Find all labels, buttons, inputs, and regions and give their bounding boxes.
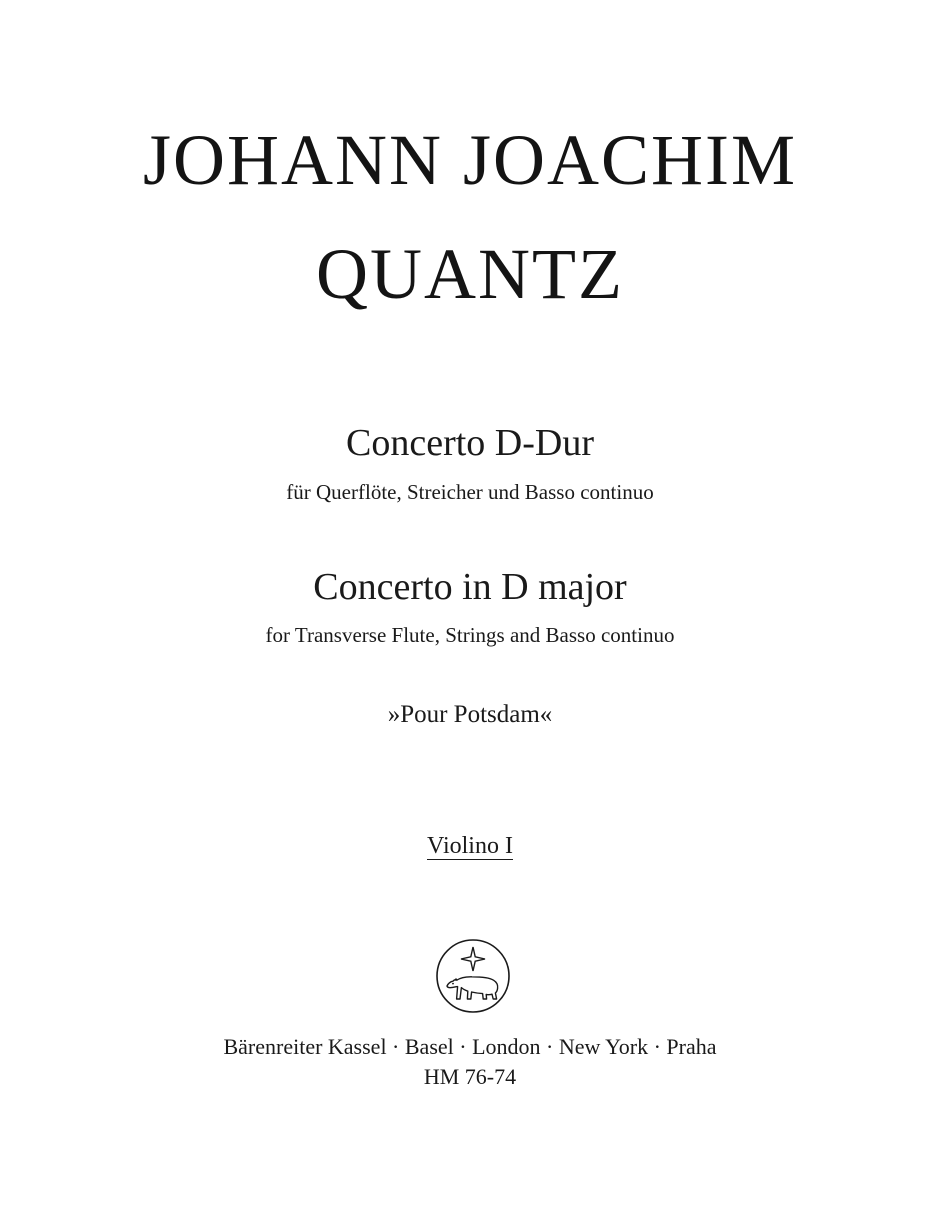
composer-name-second-line: QUANTZ [316, 234, 624, 314]
catalog-number: HM 76-74 [423, 1064, 517, 1089]
work-nickname: »Pour Potsdam« [387, 701, 553, 728]
work-title-german: Concerto D-Dur [346, 422, 594, 464]
composer-name-first-line: JOHANN JOACHIM [142, 120, 798, 200]
work-subtitle-english: for Transverse Flute, Strings and Basso continuo [265, 623, 675, 647]
work-subtitle-german: für Querflöte, Streicher und Basso continuo [286, 480, 654, 504]
part-label [0, 834, 940, 860]
publisher-cities: Bärenreiter Kassel · Basel · London · New York · Praha [223, 1034, 717, 1059]
part-name: Violino I [427, 833, 513, 859]
work-title-english: Concerto in D major [313, 566, 627, 608]
baerenreiter-bear-star-logo-icon [435, 938, 511, 1014]
